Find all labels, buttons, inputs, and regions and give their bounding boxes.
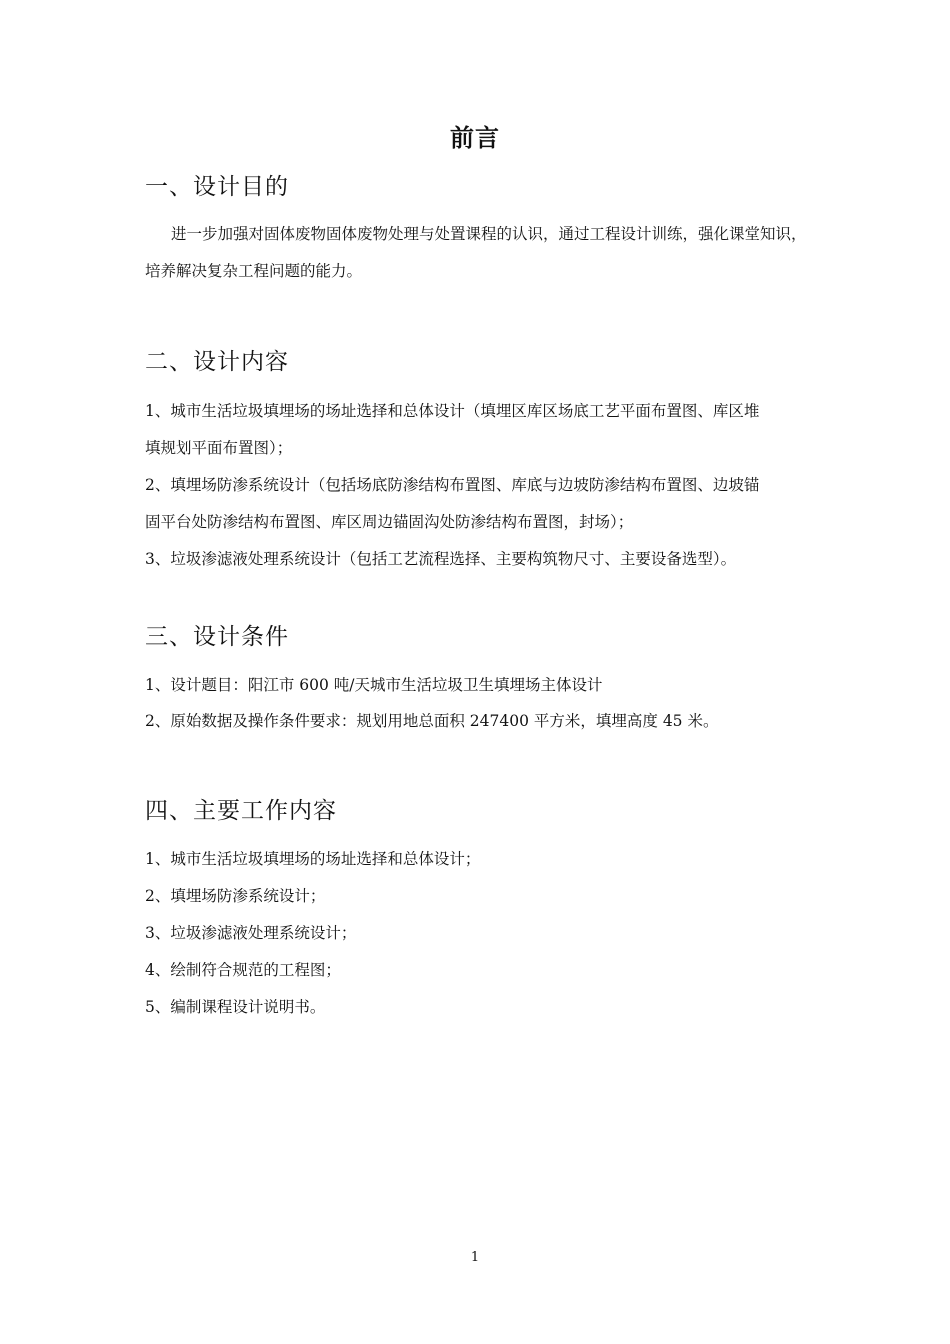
list-item: 4、绘制符合规范的工程图； (145, 961, 341, 979)
page-title: 前言 (450, 123, 500, 152)
list-item: 2、原始数据及操作条件要求：规划用地总面积 247400 平方米，填埋高度 45 米。 (145, 712, 719, 730)
section-paragraph-purpose: 进一步加强对固体废物固体废物处理与处置课程的认识，通过工程设计训练，强化课堂知识，培养解决复杂工程问题的能力。 (145, 225, 807, 280)
list-item: 3、垃圾渗滤液处理系统设计； (145, 924, 357, 942)
list-item: 5、编制课程设计说明书。 (145, 998, 326, 1016)
list-item: 填规划平面布置图）； (145, 439, 293, 457)
list-item: 1、城市生活垃圾填埋场的场址选择和总体设计（填埋区库区场底工艺平面布置图、库区堆 (145, 402, 760, 420)
list-item: 2、填埋场防渗系统设计； (145, 887, 326, 905)
list-item: 2、填埋场防渗系统设计（包括场底防渗结构布置图、库底与边坡防渗结构布置图、边坡锚 (145, 476, 760, 494)
section-heading-content: 二、设计内容 (145, 349, 289, 375)
list-item: 1、设计题目：阳江市 600 吨/天城市生活垃圾卫生填埋场主体设计 (145, 676, 603, 694)
section-heading-main-work: 四、主要工作内容 (145, 798, 337, 824)
list-item: 3、垃圾渗滤液处理系统设计（包括工艺流程选择、主要构筑物尺寸、主要设备选型）。 (145, 550, 737, 568)
page-number: 1 (470, 1250, 480, 1265)
list-item: 1、城市生活垃圾填埋场的场址选择和总体设计； (145, 850, 481, 868)
section-heading-conditions: 三、设计条件 (145, 624, 289, 650)
list-item: 固平台处防渗结构布置图、库区周边锚固沟处防渗结构布置图，封场）； (145, 513, 634, 531)
section-heading-purpose: 一、设计目的 (145, 174, 289, 200)
